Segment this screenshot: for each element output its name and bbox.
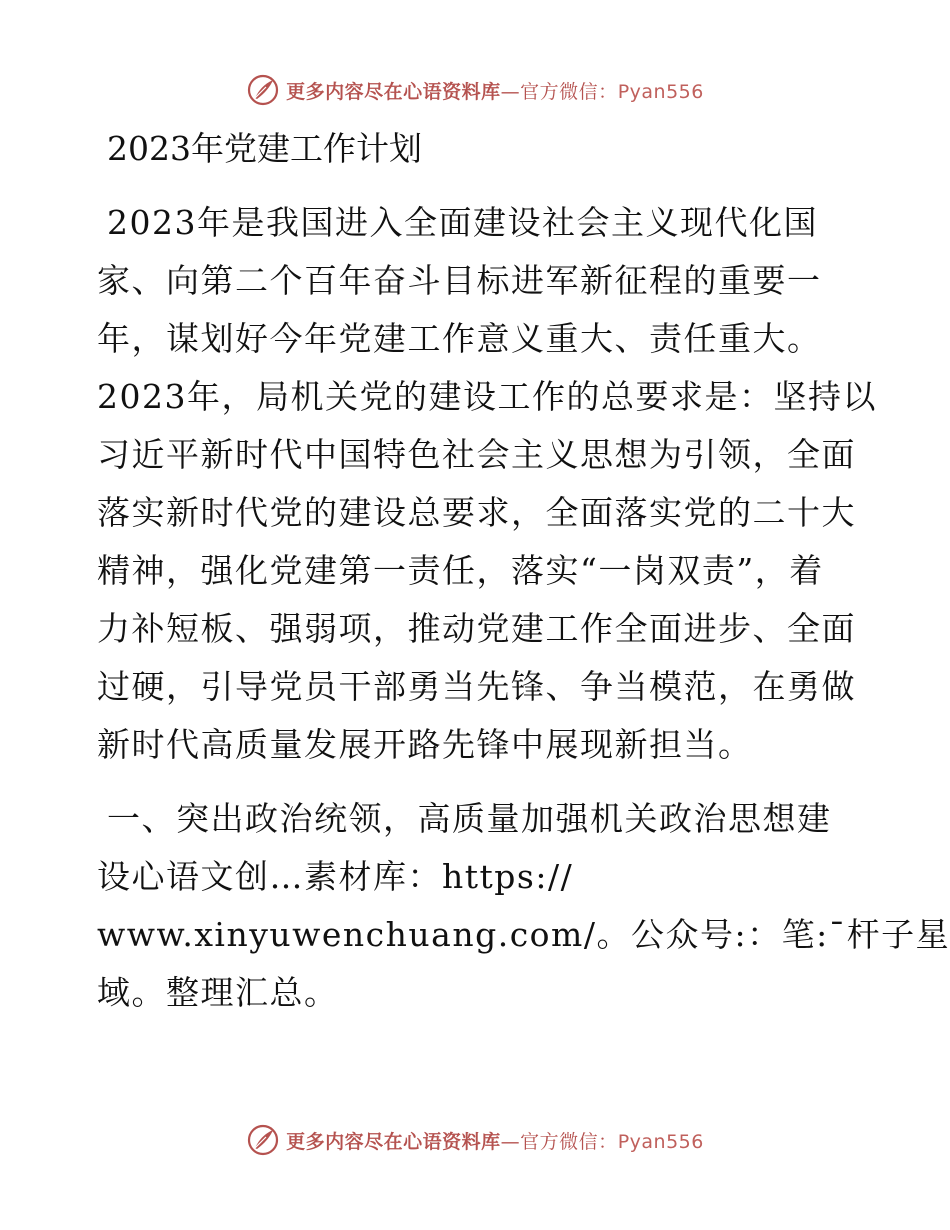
- header-brand-text: [286, 77, 704, 104]
- intro-paragraph: [97, 194, 877, 774]
- quill-pen-logo-icon: [246, 1123, 280, 1157]
- intro-line-4: 2023年，局机关党的建设工作的总要求是：坚持以: [97, 377, 877, 416]
- intro-line-6: 落实新时代党的建设总要求，全面落实党的二十大: [97, 493, 856, 532]
- header-brand-bar: [0, 70, 950, 110]
- footer-brand-main: 更多内容尽在心语资料库: [286, 1130, 501, 1153]
- intro-line-5: 习近平新时代中国特色社会主义思想为引领，全面: [97, 435, 856, 474]
- intro-line-3: 年，谋划好今年党建工作意义重大、责任重大。: [97, 319, 822, 358]
- footer-brand-text: [286, 1127, 704, 1154]
- intro-line-7: 精神，强化党建第一责任，落实“一岗双责”，着: [97, 551, 824, 590]
- section-line-2: 设心语文创…素材库：https://: [97, 857, 574, 896]
- footer-wechat-label: 官方微信：: [520, 1130, 618, 1153]
- section-line-4: 域。整理汇总。: [97, 973, 339, 1012]
- section-line-1: 一、突出政治统领，高质量加强机关政治思想建: [107, 799, 832, 838]
- footer-brand-dash: —: [500, 1130, 521, 1153]
- header-brand-dash: —: [500, 80, 521, 103]
- intro-line-9: 过硬，引导党员干部勇当先锋、争当模范，在勇做: [97, 667, 856, 706]
- header-brand-main: 更多内容尽在心语资料库: [286, 80, 501, 103]
- section-one-paragraph: [97, 790, 950, 1022]
- intro-line-2: 家、向第二个百年奋斗目标进军新征程的重要一: [97, 261, 822, 300]
- document-body: [97, 120, 950, 1022]
- document-title: 2023年党建工作计划: [107, 129, 422, 168]
- section-line-3: www.xinyuwenchuang.com/。公众号:：笔:¯杆子星: [97, 915, 950, 954]
- header-wechat-label: 官方微信：: [520, 80, 618, 103]
- quill-pen-logo-icon: [246, 73, 280, 107]
- header-wechat-id: Pyan556: [617, 80, 704, 103]
- intro-line-8: 力补短板、强弱项，推动党建工作全面进步、全面: [97, 609, 856, 648]
- intro-line-1: 2023年是我国进入全面建设社会主义现代化国: [107, 203, 818, 242]
- footer-brand-bar: [0, 1120, 950, 1160]
- intro-line-10: 新时代高质量发展开路先锋中展现新担当。: [97, 725, 753, 764]
- footer-wechat-id: Pyan556: [617, 1130, 704, 1153]
